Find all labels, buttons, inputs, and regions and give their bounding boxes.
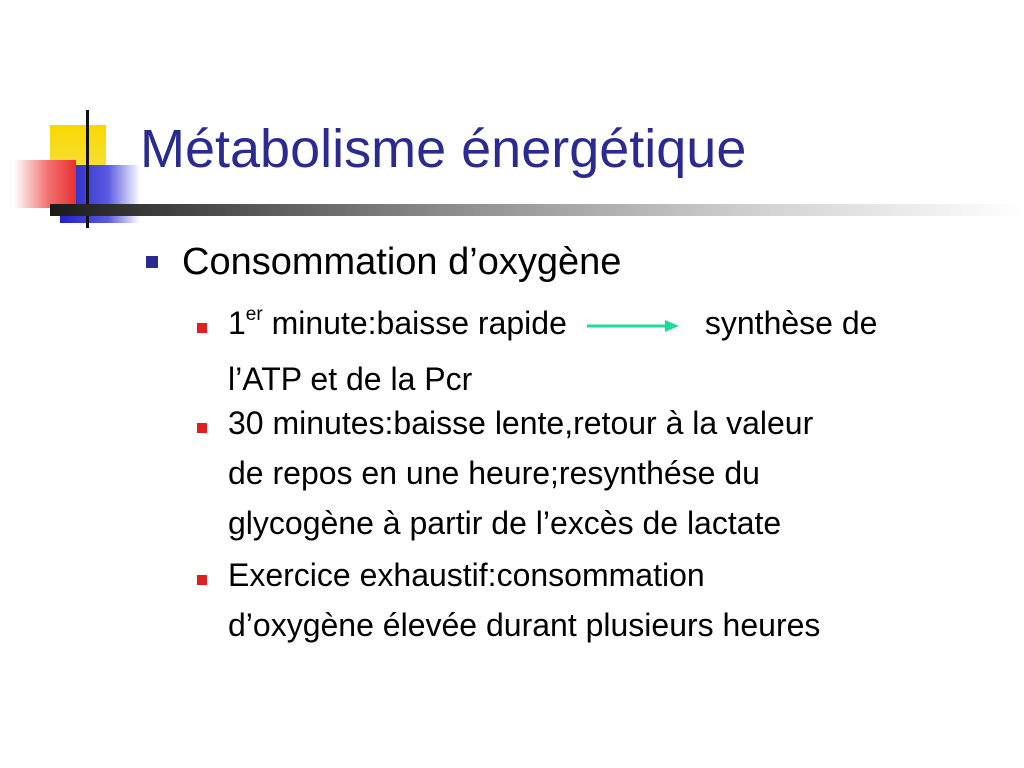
synthese-text: synthèse de — [704, 305, 878, 341]
exercice-line-2: d’oxygène élevée durant plusieurs heures — [228, 607, 821, 643]
first-number: 1 — [228, 305, 246, 341]
sub-bullet-first-minute — [228, 298, 1008, 404]
sub-bullet-marker — [197, 423, 207, 433]
thirty-line-3: glycogène à partir de l’excès de lactate — [228, 505, 782, 541]
sub-bullet-exercice — [228, 550, 1008, 650]
exercice-line-1: Exercice exhaustif:consommation — [228, 557, 705, 593]
sub-bullet-thirty-minutes — [228, 398, 1008, 548]
first-superscript: er — [245, 304, 263, 325]
bullet-consommation: Consommation d’oxygène — [182, 241, 622, 283]
sub-bullet-marker — [197, 323, 207, 333]
thirty-line-1: 30 minutes:baisse lente,retour à la valeur — [228, 405, 814, 441]
bullet-marker — [146, 256, 158, 268]
right-arrow-icon — [585, 316, 683, 336]
first-minute-text: minute:baisse rapide — [262, 305, 567, 341]
thirty-line-2: de repos en une heure;resynthése du — [228, 455, 760, 491]
slide-title: Métabolisme énergétique — [140, 119, 747, 179]
atp-text: l’ATP et de la Pcr — [228, 361, 473, 397]
sub-bullet-marker — [197, 575, 207, 585]
